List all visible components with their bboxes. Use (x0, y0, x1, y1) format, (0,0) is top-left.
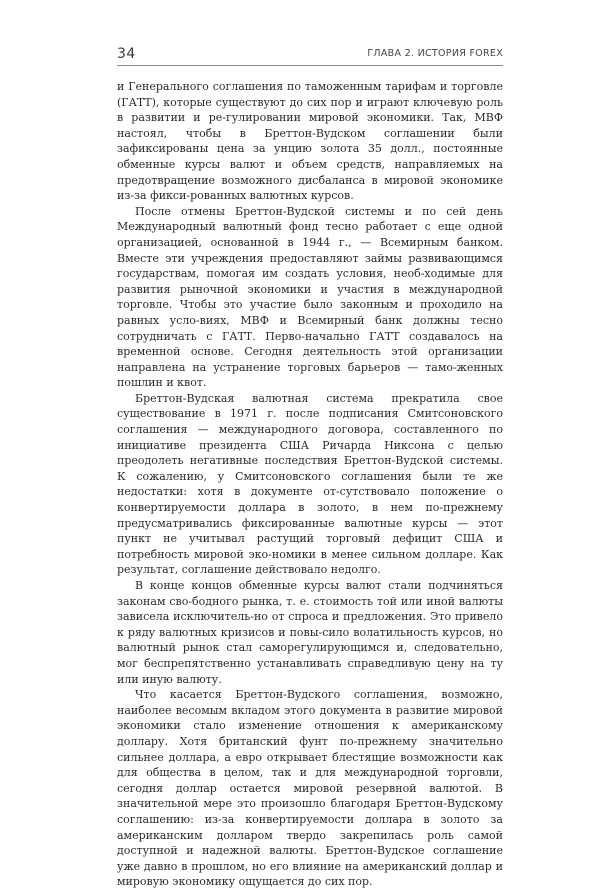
paragraph-smithsonian-agreement: Бреттон-Вудская валютная система прекратила свое существование в 1971 г. после подписания Смитсоновского соглашения — международного договора, составленного по инициативе президента США Ричарда Никсона с целью преодолеть негативные последствия Бреттон-Вудской системы. К сожалению, у Смитсоновского соглашения были те же недостатки: хотя в документе от-сутствовало положение о конвертируемости доллара в золото, в нем по-прежнему предусматривались фиксированные валютные курсы — этот пункт не учитывал растущий торговый дефицит США и потребность мировой эко-номики в менее сильном долларе. Как результат, соглашение действовало недолго. (117, 391, 503, 577)
page-number: 34 (117, 46, 136, 62)
body-text (117, 79, 503, 890)
paragraph-dollar-reserve-currency: Что касается Бреттон-Вудского соглашения, возможно, наиболее весомым вкладом этого документа в развитие мировой экономики стало изменение отношения к американскому доллару. Хотя британский фунт по-прежнему значительно сильнее доллара, а евро открывает блестящие возможности как для общества в целом, так и для международной торговли, сегодня доллар остается мировой резервной валютой. В значительной мере это произошло благодаря Бреттон-Вудскому соглашению: из-за конвертируемости доллара в золото за американским долларом твердо закрепилась роль самой доступной и надежной валюты. Бреттон-Вудское соглашение уже давно в прошлом, но его влияние на американский доллар и мировую экономику ощущается до сих пор. (117, 688, 503, 889)
paragraph-imf-world-bank: После отмены Бреттон-Вудской системы и по сей день Международный валютный фонд тесно работает с еще одной организацией, основанной в 1944 г., — Всемирным банком. Вместе эти учреждения предоставляют займы развивающимся государствам, помогая им создать условия, необ-ходимые для развития рыночной экономики и участия в международной торговле. Чтобы это участие было законным и проходило на равных усло-виях, МВФ и Всемирный банк должны тесно сотрудничать с ГАТТ. Перво-начально ГАТТ создавалось на временной основе. Сегодня деятельность этой организации направлена на устранение торговых барьеров — тамо-женных пошлин и квот. (117, 204, 503, 390)
running-chapter-title: ГЛАВА 2. ИСТОРИЯ FOREX (367, 48, 503, 59)
paragraph-free-market-rates: В конце концов обменные курсы валют стали подчиняться законам сво-бодного рынка, т. е. стоимость той или иной валюты зависела исключитель-но от спроса и предложения. Это привело к ряду валютных кризисов и повы-сило волатильность курсов, но валютный рынок стал саморегулирующимся и, следовательно, мог беспрепятственно устанавливать справедливую цену на ту или иную валюту. (117, 579, 503, 686)
header-divider (117, 65, 503, 66)
page-header (117, 44, 503, 68)
paragraph-continuation: и Генерального соглашения по таможенным тарифам и торговле (ГАТТ), которые существуют до сих пор и играют ключевую роль в развитии и ре-гулировании мировой экономики. Так, МВФ настоял, чтобы в Бреттон-Вудском соглашении были зафиксированы цена за унцию золота 35 долл., постоянные обменные курсы валют и объем средств, направляемых на предотвращение возможного дисбаланса в мировой экономике из-за фикси-рованных валютных курсов. (117, 80, 503, 203)
